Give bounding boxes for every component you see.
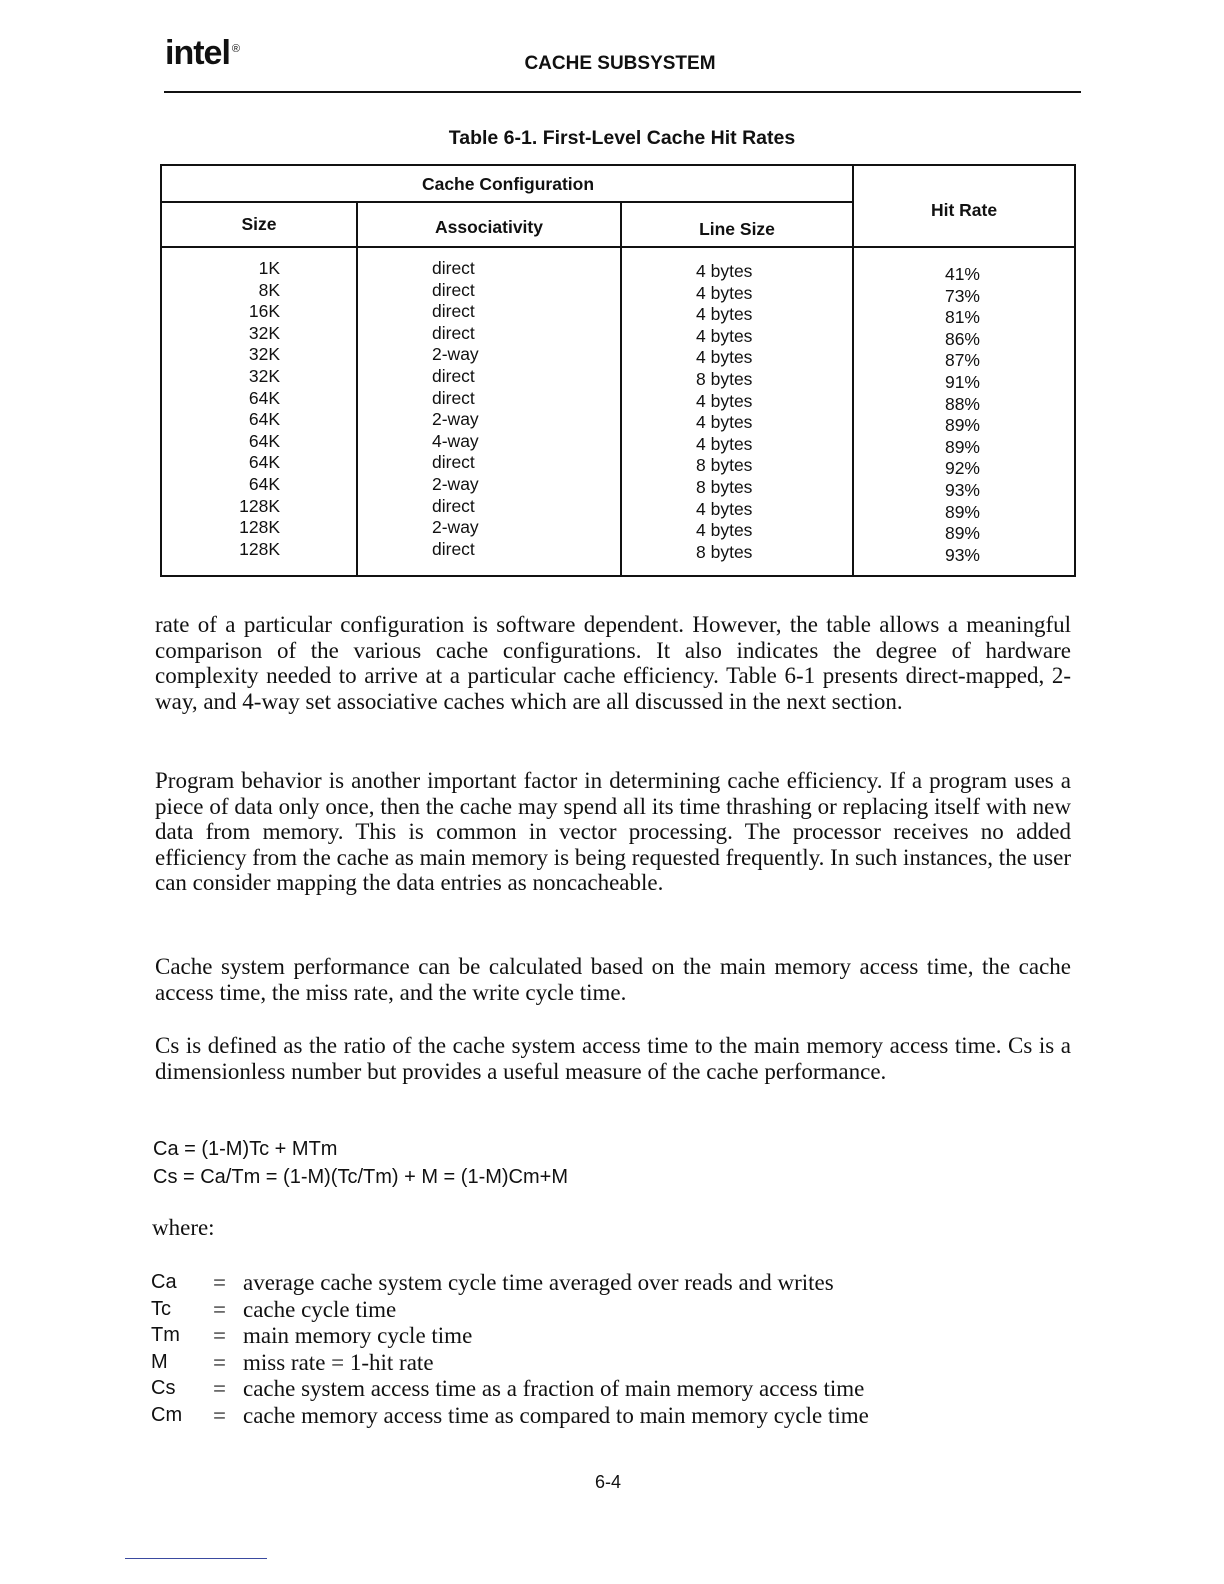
column-header-rule [162,246,1074,248]
paragraph: rate of a particular configuration is software dependent. However, the table allows a meaningful comparison of the various cache configurations. It also indicates the degree of hardware complexity needed to arrive at a particular cache efficiency. Table 6-1 presents direct-mapped, 2-way, and 4-way set associative caches which are all discussed in the next section. [155,612,1071,714]
size-cell: 1K [258,258,280,278]
hit-rate-cell: 41% [944,264,980,284]
intel-logo: intel ® [165,34,240,72]
hit-rate-cell: 89% [944,501,980,522]
paragraph: Cs is defined as the ratio of the cache system access time to the main memory access time. Cs is a dimensionless number but provides a useful measure of the cache performance. [155,1033,1071,1084]
associativity-cell: 2-way [432,473,479,494]
associativity-cell: direct [432,387,475,408]
size-cell: 64K [248,409,280,430]
size-cell: 32K [248,344,280,365]
definition-equals: = [213,1376,226,1402]
line-size-cell: 8 bytes [696,455,753,476]
hit-rate-cell: 91% [944,371,980,392]
hit-rate-cell: 92% [944,458,980,479]
definition-symbol: Ca [151,1271,177,1293]
line-size-cell: 4 bytes [696,304,753,325]
size-cell: 128K [239,538,280,559]
associativity-cell: direct [432,452,475,473]
hit-rate-cell: 89% [944,436,980,457]
group-header: Cache Configuration [421,174,595,194]
size-cell: 64K [248,430,280,451]
associativity-column [432,258,479,560]
hit-rate-cell: 89% [944,523,980,544]
where-label: where: [152,1215,215,1240]
definition-equals: = [213,1349,226,1375]
size-cell: 16K [248,301,280,322]
associativity-cell: 4-way [432,430,479,451]
page-number: 6-4 [594,1472,621,1492]
column-divider [620,201,622,575]
size-cell: 32K [248,365,280,386]
associativity-cell: 2-way [432,344,479,365]
size-cell: 8K [258,279,280,300]
line-size-cell: 4 bytes [696,390,753,411]
page-header-title: CACHE SUBSYSTEM [524,53,716,74]
line-size-cell: 8 bytes [696,541,753,562]
size-cell: 128K [239,517,280,538]
definition-text: average cache system cycle time averaged over reads and writes [243,1270,834,1295]
hit-rate-cell: 87% [944,350,980,371]
hit-rate-cell: 73% [944,285,980,306]
definition-equals: = [213,1323,226,1349]
definition-symbol: Cm [151,1403,183,1426]
size-cell: 64K [248,452,280,473]
column-header-associativity: Associativity [435,217,543,237]
definition-symbol: Tm [151,1324,180,1347]
line-size-cell: 8 bytes [696,368,753,389]
line-size-column [696,261,752,563]
size-column [239,258,280,560]
header-divider [164,91,1081,93]
column-header-size: Size [241,214,277,234]
line-size-cell: 4 bytes [696,412,753,433]
hit-rate-cell: 93% [944,479,980,500]
formula-cs: Cs = Ca/Tm = (1-M)(Tc/Tm) + M = (1-M)Cm+M [153,1166,568,1188]
associativity-cell: direct [432,301,475,322]
definition-symbol: Cs [151,1377,176,1400]
definition-symbol: Tc [151,1297,171,1320]
size-cell: 128K [239,495,280,516]
column-divider [356,201,358,575]
definition-equals: = [213,1402,226,1428]
definition-text: cache memory access time as compared to main memory cycle time [243,1402,869,1428]
footer-rule [125,1558,267,1559]
line-size-cell: 4 bytes [696,498,753,519]
registered-mark: ® [231,42,240,55]
group-header-rule [162,201,854,203]
associativity-cell: 2-way [432,517,479,538]
line-size-cell: 8 bytes [696,476,753,497]
line-size-cell: 4 bytes [696,325,753,346]
formula-ca: Ca = (1-M)Tc + MTm [153,1138,338,1160]
hit-rate-cell: 88% [944,393,980,414]
table-title: Table 6-1. First-Level Cache Hit Rates [448,127,796,149]
hit-rate-cell: 81% [944,307,980,328]
size-cell: 64K [248,387,280,408]
line-size-cell: 4 bytes [696,520,753,541]
cache-hit-rate-table [160,164,1076,577]
associativity-cell: direct [432,365,475,386]
definition-text: miss rate = 1-hit rate [243,1349,434,1375]
hit-rate-cell: 89% [944,415,980,436]
column-divider [852,166,854,575]
line-size-cell: 4 bytes [696,347,753,368]
hit-rate-column [945,264,980,566]
definition-text: cache system access time as a fraction of main memory access time [243,1376,865,1402]
line-size-cell: 4 bytes [696,282,753,303]
column-header-line-size: Line Size [699,219,775,239]
size-cell: 64K [248,473,280,494]
hit-rate-cell: 86% [944,328,980,349]
associativity-cell: direct [432,279,475,300]
definition-symbol: M [151,1350,168,1373]
line-size-cell: 4 bytes [696,433,753,454]
definition-text: main memory cycle time [243,1323,473,1349]
associativity-cell: direct [432,258,475,278]
associativity-cell: direct [432,538,475,559]
line-size-cell: 4 bytes [696,261,753,281]
associativity-cell: 2-way [432,409,479,430]
hit-rate-cell: 93% [944,544,980,565]
size-cell: 32K [248,322,280,343]
paragraph: Cache system performance can be calculated based on the main memory access time, the cache access time, the miss rate, and the write cycle time. [155,954,1071,1005]
associativity-cell: direct [432,322,475,343]
column-header-hit-rate: Hit Rate [930,200,998,220]
paragraph: Program behavior is another important factor in determining cache efficiency. If a program uses a piece of data only once, then the cache may spend all its time thrashing or replacing itself with new data from memory. This is common in vector processing. The processor receives no added efficiency from the cache as main memory is being requested frequently. In such instances, the user can consider mapping the data entries as noncacheable. [155,768,1071,895]
definition-text: cache cycle time [243,1296,397,1322]
definition-equals: = [213,1296,226,1322]
associativity-cell: direct [432,495,475,516]
definition-equals: = [213,1270,226,1295]
